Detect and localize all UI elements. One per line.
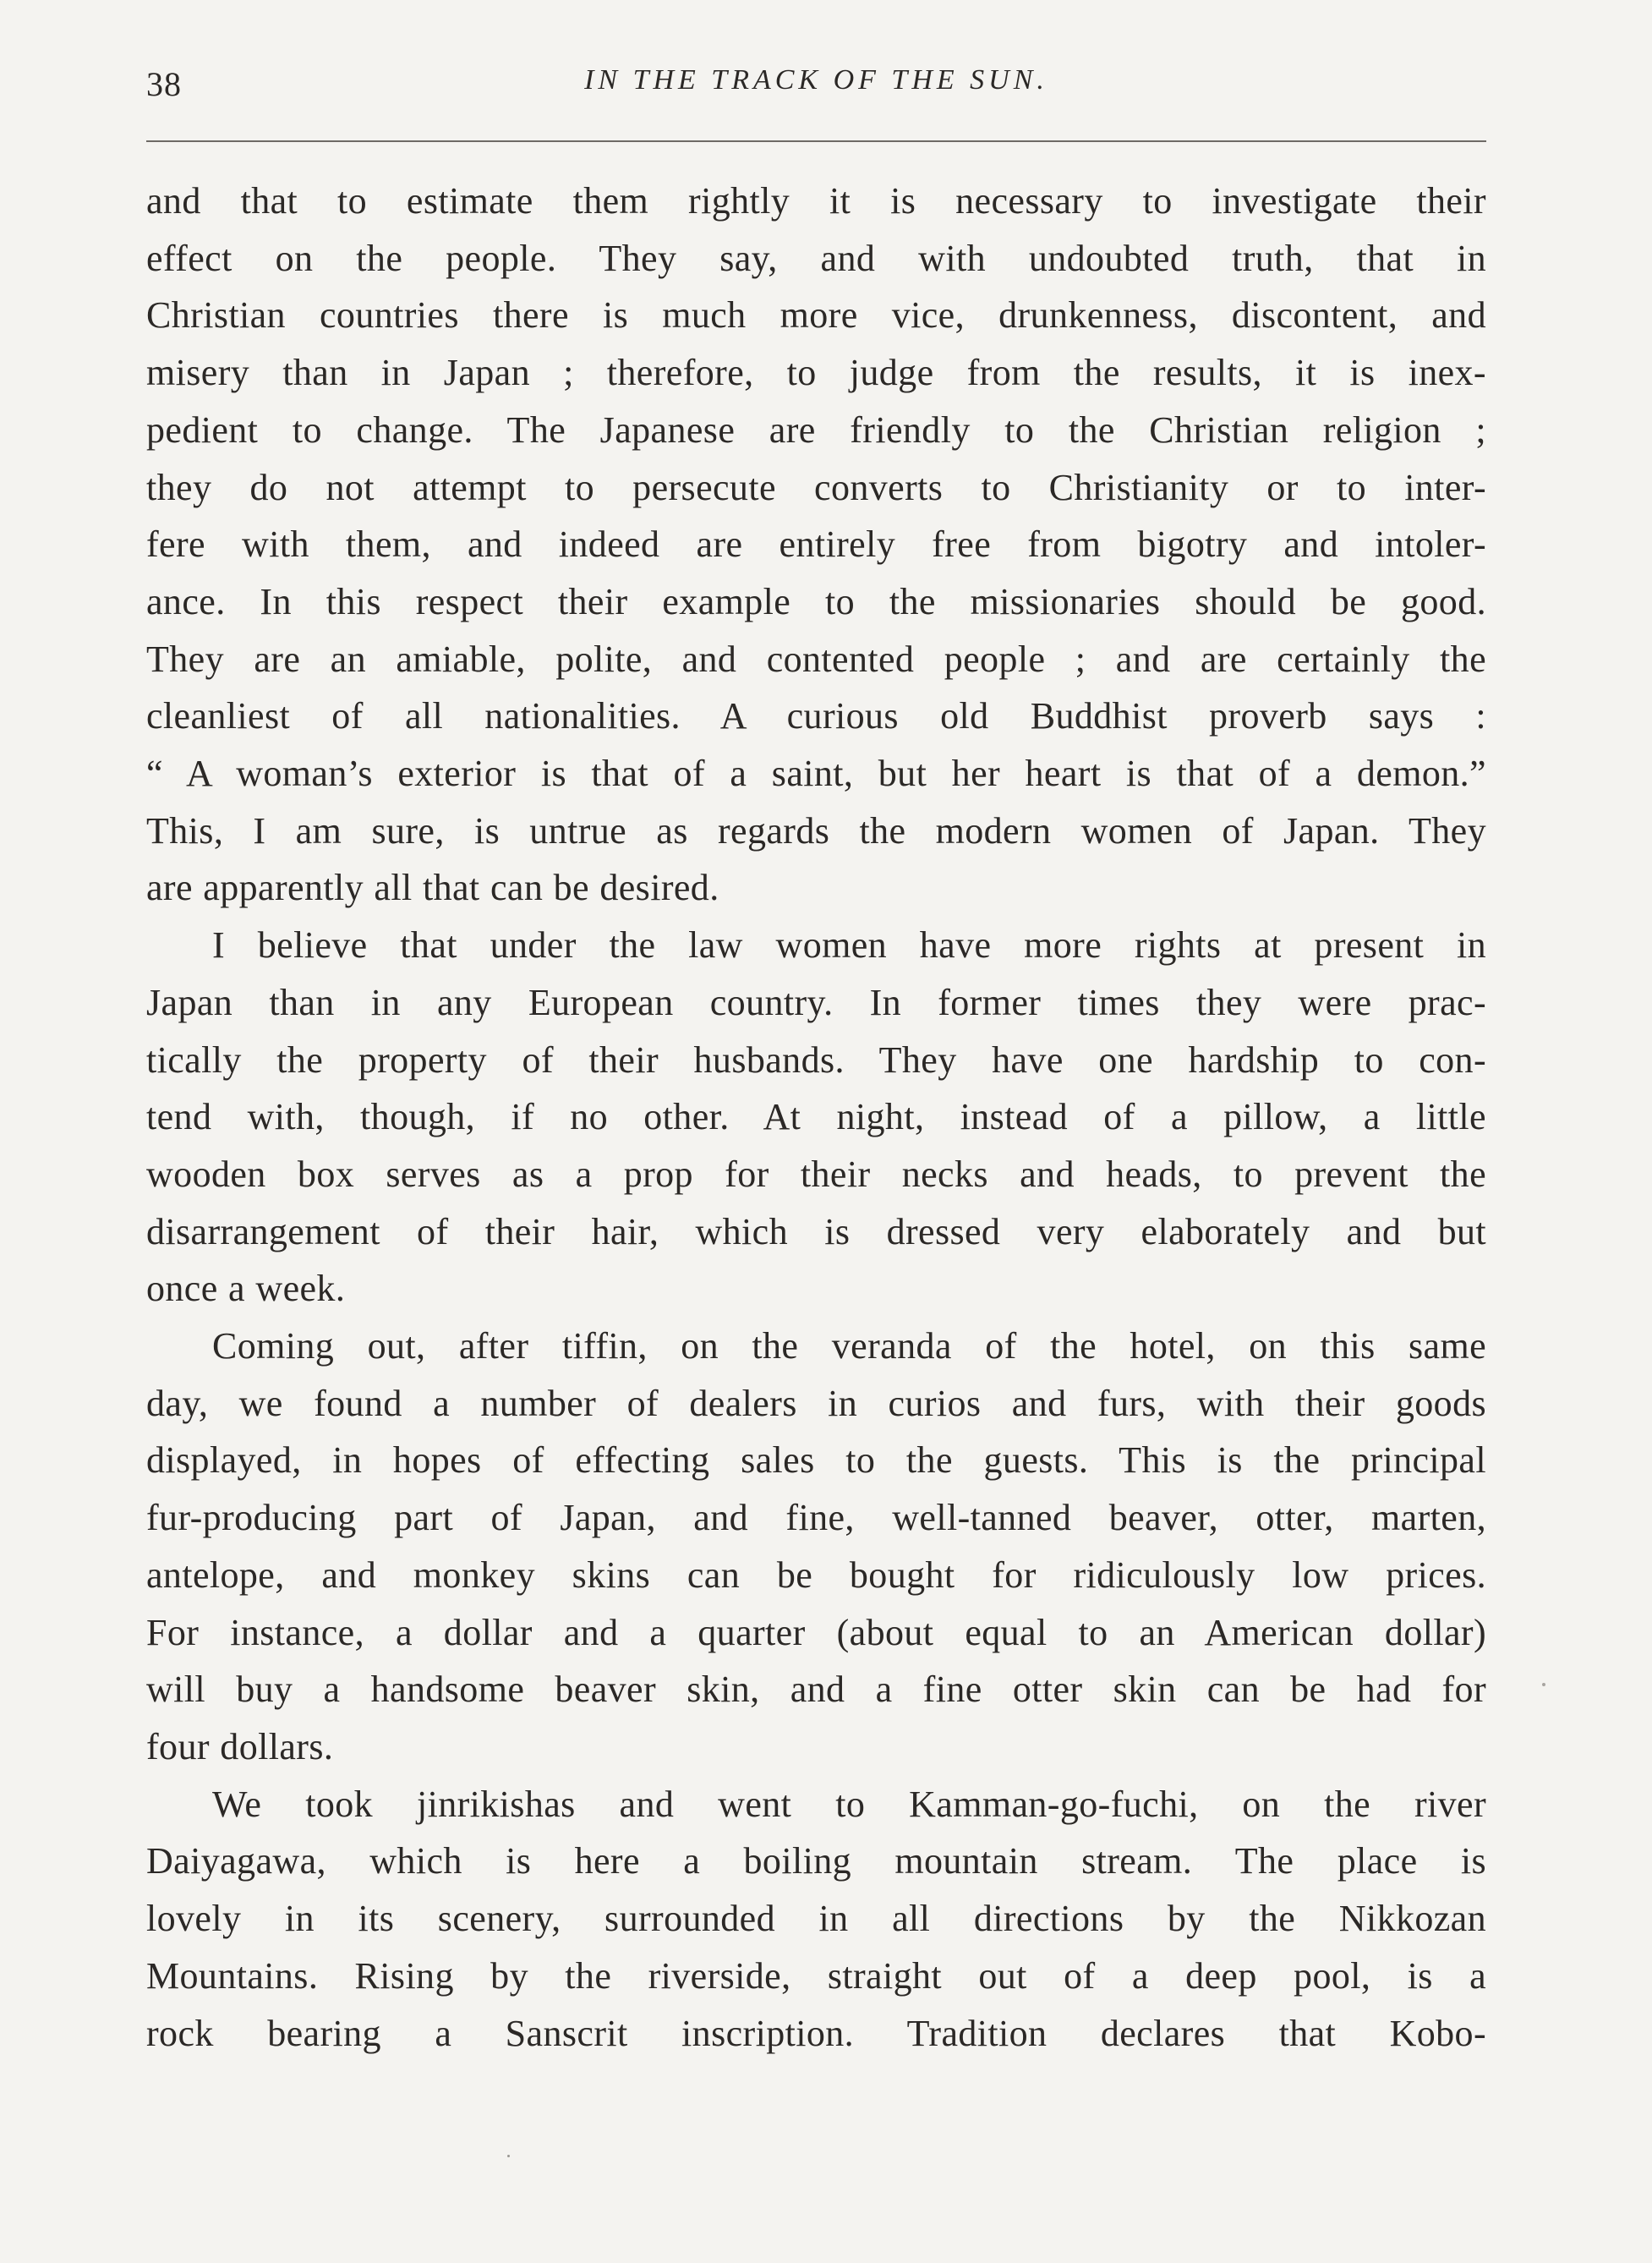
text-line: rock bearing a Sanscrit inscription. Tradition declares that Kobo- (146, 2012, 1486, 2054)
text-line: Christian countries there is much more vice, drunkenness, discontent, and (146, 294, 1486, 337)
text-line: and that to estimate them rightly it is necessary to investigate their (146, 180, 1486, 222)
text-line: pedient to change. The Japanese are friendly to the Christian religion ; (146, 408, 1486, 451)
paragraph (146, 1318, 1486, 1776)
text-line: Mountains. Rising by the riverside, straight out of a deep pool, is a (146, 1954, 1486, 1997)
text-line: fur-producing part of Japan, and fine, well-tanned beaver, otter, marten, (146, 1497, 1486, 1539)
text-line: They are an amiable, polite, and contented people ; and are certainly the (146, 638, 1486, 680)
text-line: displayed, in hopes of effecting sales to the guests. This is the principal (146, 1439, 1486, 1482)
print-speck (507, 2155, 510, 2157)
text-line: they do not attempt to persecute converts to Christianity or to inter- (146, 466, 1486, 508)
text-line: tend with, though, if no other. At night, instead of a pillow, a little (146, 1096, 1486, 1138)
text-line: four dollars. (146, 1725, 334, 1767)
text-line: effect on the people. They say, and with undoubted truth, that in (146, 237, 1486, 279)
text-line: Daiyagawa, which is here a boiling mountain stream. The place is (146, 1840, 1486, 1882)
paragraph (146, 1776, 1486, 2063)
text-line: tically the property of their husbands. They have one hardship to con- (146, 1038, 1486, 1081)
text-line: Japan than in any European country. In former times they were prac- (146, 981, 1486, 1023)
page-number: 38 (146, 65, 182, 103)
body-text (146, 173, 1486, 2062)
text-line: day, we found a number of dealers in curios and furs, with their goods (146, 1382, 1486, 1424)
text-line: fere with them, and indeed are entirely free from bigotry and intoler- (146, 523, 1486, 566)
text-line: once a week. (146, 1268, 346, 1310)
running-head (146, 59, 1486, 110)
header-rule (146, 140, 1486, 142)
print-speck (1542, 1683, 1545, 1686)
text-line: We took jinrikishas and went to Kamman-go-fuchi, on the river (212, 1783, 1486, 1825)
running-title: IN THE TRACK OF THE SUN. (584, 64, 1048, 96)
text-line: This, I am sure, is untrue as regards the modern women of Japan. They (146, 809, 1486, 852)
text-line: For instance, a dollar and a quarter (about equal to an American dollar) (146, 1611, 1486, 1653)
text-line: lovely in its scenery, surrounded in all directions by the Nikkozan (146, 1898, 1486, 1940)
text-line: “ A woman’s exterior is that of a saint, but her heart is that of a demon.” (146, 753, 1486, 795)
paragraph (146, 173, 1486, 917)
text-line: wooden box serves as a prop for their necks and heads, to prevent the (146, 1153, 1486, 1195)
text-line: cleanliest of all nationalities. A curious old Buddhist proverb says : (146, 695, 1486, 737)
text-line: antelope, and monkey skins can be bought for ridiculously low prices. (146, 1553, 1486, 1596)
paragraph (146, 917, 1486, 1318)
text-line: disarrangement of their hair, which is dressed very elaborately and but (146, 1210, 1486, 1252)
text-line: Coming out, after tiffin, on the veranda of the hotel, on this same (212, 1325, 1486, 1367)
text-line: misery than in Japan ; therefore, to judge from the results, it is inex- (146, 352, 1486, 394)
text-line: will buy a handsome beaver skin, and a fine otter skin can be had for (146, 1668, 1486, 1711)
text-line: are apparently all that can be desired. (146, 867, 719, 909)
text-line: ance. In this respect their example to the missionaries should be good. (146, 580, 1486, 622)
text-line: I believe that under the law women have more rights at present in (212, 924, 1486, 967)
